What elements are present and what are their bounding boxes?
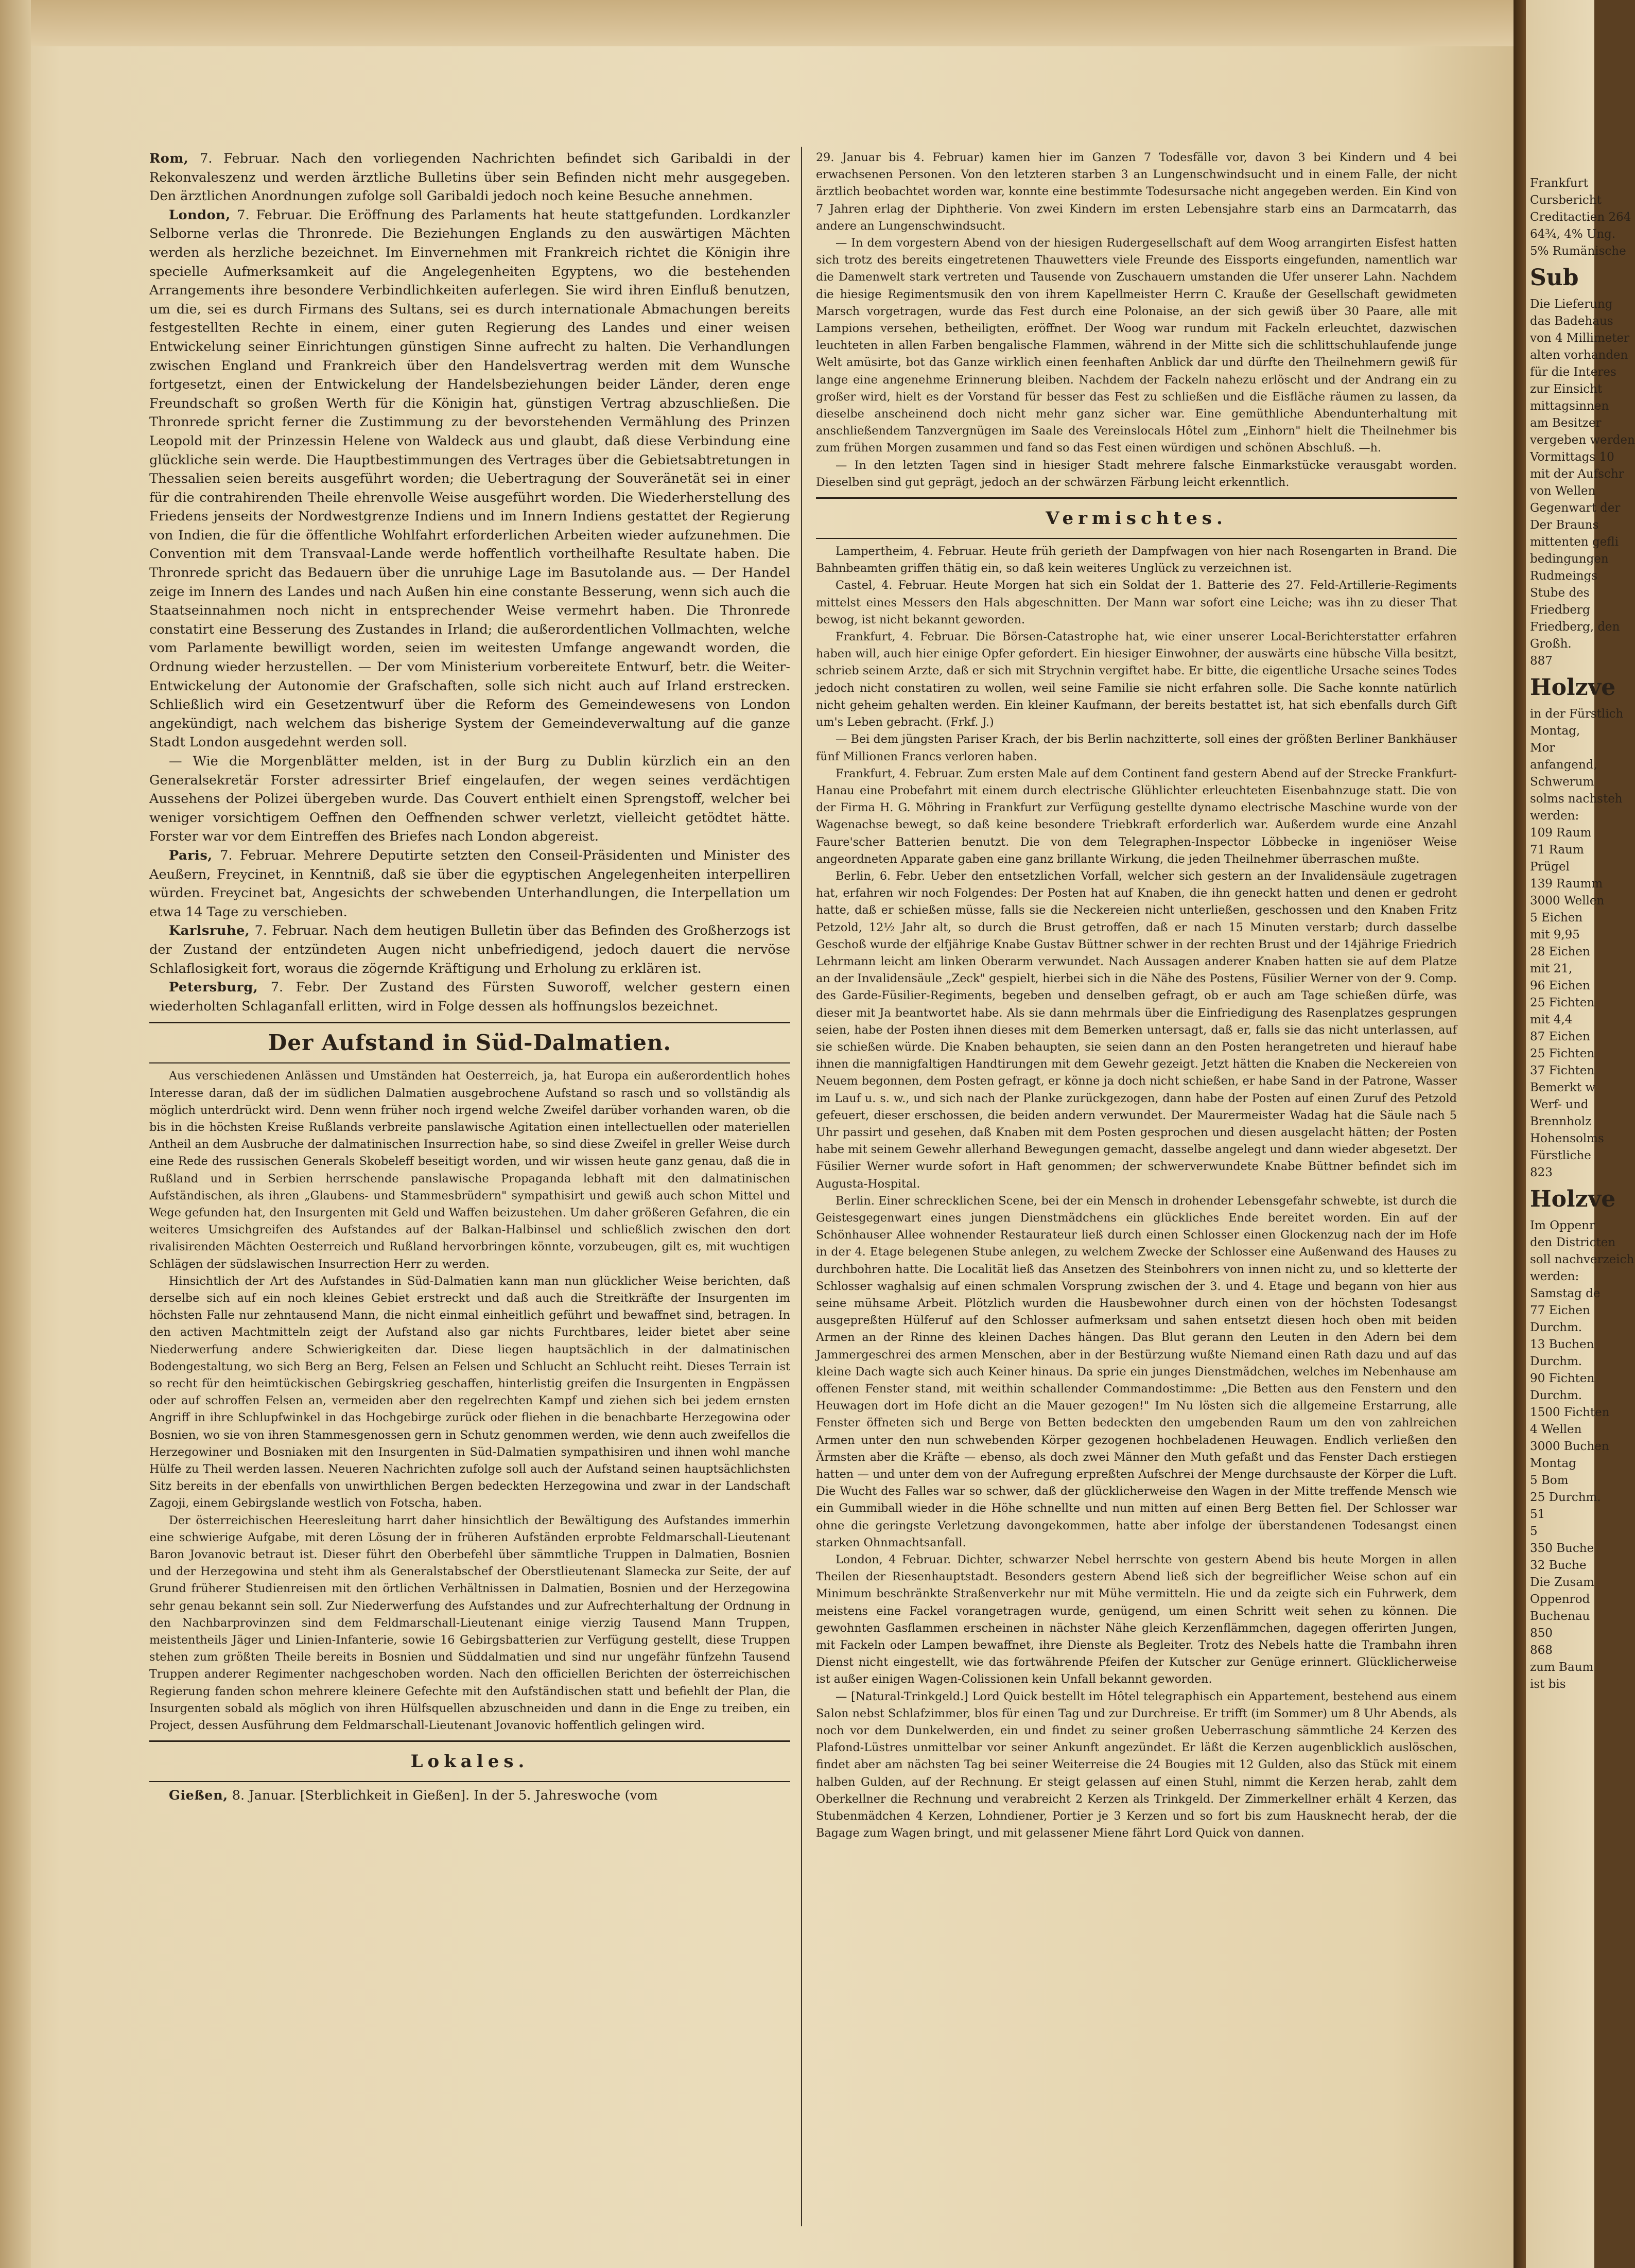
adjacent-page-line: Prügel	[1530, 860, 1570, 874]
adjacent-page-line: Creditactien 264	[1530, 211, 1631, 224]
adjacent-page-line: den Districten	[1530, 1236, 1616, 1249]
adjacent-page-line: soll nachverzeich	[1530, 1253, 1634, 1266]
adjacent-page-line: 350 Buche	[1530, 1542, 1594, 1555]
adjacent-page-line: zum Baum	[1530, 1661, 1594, 1674]
adjacent-page-line: mit der Aufschr	[1530, 467, 1624, 481]
right-column	[816, 149, 1457, 1842]
adjacent-page-line: am Besitzer	[1530, 416, 1602, 430]
adjacent-page-line: Mor	[1530, 741, 1555, 755]
adjacent-page-line: für die Interes	[1530, 365, 1616, 379]
section-rule	[149, 1740, 790, 1742]
adjacent-page-line: Friedberg	[1530, 603, 1590, 617]
adjacent-page-line: Vormittags 10	[1530, 450, 1614, 464]
adjacent-page-line: 25 Durchm.	[1530, 1491, 1601, 1504]
heading-lokales: Lokales.	[410, 1751, 529, 1772]
article-karlsruhe: Karlsruhe, 7. Februar. Nach dem heutigen Bulletin über das Befinden des Großherzogs ist der Zustand der entzündeten Augen nicht unbefriedigend, jedoch dauert die nervöse Schlaflosigkeit fort, woraus die zögernde Kräftigung und Erholung zu erklären ist.	[149, 923, 790, 976]
adjacent-page-line: Der Brauns	[1530, 518, 1599, 532]
adjacent-page-line: mittenten gefli	[1530, 535, 1619, 549]
adjacent-page-line: 28 Eichen	[1530, 945, 1590, 958]
adjacent-page-line: Bemerkt w	[1530, 1081, 1596, 1094]
adjacent-page-line: 5% Rumänische	[1530, 245, 1626, 258]
adjacent-page-line: Gegenwart der	[1530, 501, 1621, 515]
article-sterblichkeit-cont: 29. Januar bis 4. Februar) kamen hier im Ganzen 7 Todesfälle vor, davon 3 bei Kindern und 4 bei erwachsenen Personen. Von den letzteren starben 3 an Lungenschwindsucht und in einem Falle, der nicht ärztlich beobachtet worden war, konnte eine bestimmte Todesursache nicht angegeben werden. Ein Kind von 7 Jahren erlag der Diphtherie. Von zwei Kindern im ersten Lebensjahre starb eins an Darmcatarrh, das andere an Lungenschwindsucht.	[816, 151, 1457, 233]
adjacent-page-line: solms nachsteh	[1530, 792, 1623, 806]
section-rule	[816, 497, 1457, 499]
adjacent-page-line: 87 Eichen	[1530, 1030, 1590, 1043]
adjacent-page-line: Schwerum	[1530, 775, 1594, 789]
page-left-edge	[0, 0, 31, 2268]
article-frankfurt-boerse: Frankfurt, 4. Februar. Die Börsen-Catastrophe hat, wie einer unserer Local-Berichterstatter erfahren haben will, auch hier einige Opfer gefordert. Ein hiesiger Einwohner, der auswärts eine hübsche Villa besitzt, schrieb seinem Arzte, daß er sich mit Strychnin vergiftet habe. Er bitte, die eigentliche Ursache seines Todes jedoch nicht constatiren zu wollen, weil seine Familie sie nicht erfahren solle. Die Sache konnte natürlich nicht geheim gehalten werden. Ein kleiner Kaufmann, der bereits bestattet ist, hat sich ebenfalls durch Gift um's Leben gebracht. (Frkf. J.)	[816, 630, 1457, 729]
adjacent-page-line: 5 Eichen	[1530, 911, 1583, 924]
adjacent-page-line: Im Oppenr	[1530, 1219, 1595, 1232]
adjacent-page-line: mit 9,95	[1530, 928, 1580, 941]
adjacent-page-line: 71 Raum	[1530, 843, 1584, 857]
adjacent-page-line: Friedberg, den	[1530, 620, 1620, 634]
adjacent-page-line: Durchm.	[1530, 1321, 1582, 1334]
adjacent-page-line: 25 Fichten	[1530, 996, 1595, 1009]
adjacent-page-line: 868	[1530, 1644, 1553, 1657]
adjacent-page-line: 77 Eichen	[1530, 1304, 1590, 1317]
adjacent-page-line: Die Lieferung	[1530, 298, 1613, 311]
left-column	[149, 149, 790, 1805]
adjacent-page-line: von Wellen	[1530, 484, 1596, 498]
heading-aufstand: Der Aufstand in Süd-Dalmatien.	[268, 1030, 672, 1056]
adjacent-page-line: Frankfurt	[1530, 177, 1588, 190]
adjacent-page-line: 823	[1530, 1166, 1553, 1179]
adjacent-page-line: Oppenrod	[1530, 1593, 1590, 1606]
adjacent-page-line: zur Einsicht	[1530, 382, 1603, 396]
adjacent-page-line: Sub	[1530, 265, 1579, 291]
adjacent-page-line: mit 4,4	[1530, 1013, 1573, 1026]
adjacent-page-line: Durchm.	[1530, 1389, 1582, 1402]
adjacent-page-strip	[1526, 0, 1635, 2268]
adjacent-page-line: 850	[1530, 1627, 1553, 1640]
adjacent-page-line: Montag	[1530, 1457, 1576, 1470]
adjacent-page-line: 3000 Wellen	[1530, 894, 1605, 908]
article-trinkgeld: — [Natural-Trinkgeld.] Lord Quick bestellt im Hôtel telegraphisch ein Appartement, bestehend aus einem Salon nebst Schlafzimmer, blos für einen Tag und zur Durchreise. Er trifft (im Sommer) um 8 Uhr Abends, als noch vor dem Dunkelwerden, ein und findet zu seiner großen Ueberraschung sämmtliche 24 Kerzen des Plafond-Lüstres unmittelbar vor seiner Ankunft angezündet. Er läßt die Kerzen augenblicklich auslöschen, findet aber am nächsten Tag bei seiner Weiterreise die 24 Bougies mit 12 Gulden, also das Stück mit einem halben Gulden, auf der Rechnung. Er steigt gelassen auf einen Stuhl, nimmt die Kerzen herab, zahlt dem Oberkellner die Rechnung und verabreicht 2 Kerzen als Trinkgeld. Der Zimmerkellner erhält 4 Kerzen, das Stubenmädchen 4 Kerzen, Lohndiener, Portier je 3 Kerzen und so fort bis zum Hausknecht herab, der die Bagage zum Wagen bringt, und mit gelassener Miene fährt Lord Quick von dannen.	[816, 1689, 1457, 1840]
section-rule	[149, 1022, 790, 1023]
adjacent-page-line: Rudmeings	[1530, 569, 1597, 583]
article-pariser-krach: — Bei dem jüngsten Pariser Krach, der bis Berlin nachzitterte, soll eines der größten Berliner Bankhäuser fünf Millionen Francs verloren haben.	[816, 732, 1457, 763]
adjacent-page-line: 3000 Buchen	[1530, 1440, 1609, 1453]
adjacent-page-line: Cursbericht	[1530, 194, 1602, 207]
adjacent-page-line: Werf- und	[1530, 1098, 1589, 1111]
adjacent-page-line: Die Zusam	[1530, 1576, 1594, 1589]
adjacent-page-line: das Badehaus	[1530, 315, 1613, 328]
article-petersburg: Petersburg, 7. Febr. Der Zustand des Fürsten Suworoff, welcher gestern einen wiederholten Schlaganfall erlitten, wird in Folge dessen als hoffnungslos bezeichnet.	[149, 980, 790, 1014]
article-eisfest: — In dem vorgestern Abend von der hiesigen Rudergesellschaft auf dem Woog arrangirten Eisfest hatten sich trotz des bereits eingetretenen Thauwetters viele Freunde des Eissports eingefunden, namentlich war die Damenwelt stark vertreten und Tausende von Zuschauern umstanden die Ufer unserer Lahn. Nachdem die hiesige Regimentsmusik den von ihrem Kapellmeister Herrn C. Krauße der Gesellschaft gewidmeten Marsch vorgetragen, wurde das Fest durch eine Polonaise, an der sich gewiß über 30 Paare, alle mit Lampions versehen, betheiligten, eröffnet. Der Woog war rundum mit Fackeln erleuchtet, dazwischen leuchteten in allen Farben bengalische Flammen, während in der Mitte sich die schlittschuhlaufende junge Welt amüsirte, bot das Ganze wirklich einen feenhaften Anblick dar und dürfte den Theilnehmern gewiß für lange eine angenehme Erinnerung bleiben. Nachdem der Fackeln nahezu erlöscht und der Andrang ein zu großer wird, hielt es der Vorstand für besser das Fest zu schließen und die Eisfläche räumen zu lassen, da dieselbe anscheinend doch nicht mehr ganz sicher war. Eine gemüthliche Abendunterhaltung mit anschließendem Tanzvergnügen im Saale des Vereinslocals Hôtel zum „Einhorn" hielt die Theilnehmer bis zum frühen Morgen zusammen und fand so das Fest einen würdigen und schönen Abschluß. —h.	[816, 236, 1457, 455]
adjacent-page-line: bedingungen	[1530, 552, 1609, 566]
article-london-nebel: London, 4 Februar. Dichter, schwarzer Nebel herrschte von gestern Abend bis heute Morgen in allen Theilen der Riesenhauptstadt. Besonders gestern Abend ließ sich der begreiflicher Weise schon auf ein Minimum beschränkte Straßenverkehr nur mit Mühe vermitteln. Hie und da zeigte sich ein Fuhrwerk, dem meistens eine Fackel vorangetragen wurde, genügend, um einen Schritt weit sehen zu können. Die gewohnten Gasflammen erscheinen in nächster Nähe gleich Kerzenflämmchen, dagegen offerirten Jungen, mit Fackeln oder Lampen bewaffnet, ihre Dienste als Begleiter. Trotz des Nebels hatte die Trambahn ihren Dienst nicht eingestellt, wie das fortwährende Pfeifen der Kutscher zur Genüge erinnert. Glücklicherweise ist außer einigen Wagen-Colissionen kein Unfall bekannt geworden.	[816, 1553, 1457, 1686]
adjacent-page-line: Brennholz	[1530, 1115, 1592, 1128]
adjacent-page-line: 32 Buche	[1530, 1559, 1587, 1572]
article-rom: Rom, 7. Februar. Nach den vorliegenden Nachrichten befindet sich Garibaldi in der Rekonvaleszenz und werden ärztliche Bulletins über sein Befinden nicht mehr ausgegeben. Den ärztlichen Anordnungen zufolge soll Garibaldi jedoch noch keine Besuche annehmen.	[149, 151, 790, 204]
page-top-edge	[0, 0, 1514, 46]
adjacent-page-line: 90 Fichten	[1530, 1372, 1595, 1385]
adjacent-page-line: 887	[1530, 654, 1553, 668]
adjacent-page-line: ist bis	[1530, 1678, 1566, 1691]
article-castel: Castel, 4. Februar. Heute Morgen hat sich ein Soldat der 1. Batterie des 27. Feld-Artillerie-Regiments mittelst eines Messers den Hals abgeschnitten. Der Mann war sofort eine Leiche; was ihn zu dieser That bewog, ist nicht bekannt geworden.	[816, 579, 1457, 626]
adjacent-page-line: vergeben werden	[1530, 433, 1635, 447]
article-london-dublin: — Wie die Morgenblätter melden, ist in der Burg zu Dublin kürzlich ein an den Generalsekretär Forster adressirter Brief eingelaufen, der wegen seines verdächtigen Aussehens der Polizei übergeben wurde. Das Couvert enthielt einen Sprengstoff, welcher bei weniger vorsichtigem Oeffnen den Oeffnenden schwer verletzt, vielleicht getödtet hätte. Forster war vor dem Eintreffen des Briefes nach London abgereist.	[149, 754, 790, 845]
adjacent-page-line: Stube des	[1530, 586, 1590, 600]
adjacent-page-line: 1500 Fichten	[1530, 1406, 1610, 1419]
adjacent-page-line: von 4 Millimeter	[1530, 332, 1630, 345]
adjacent-page-line: 51	[1530, 1508, 1545, 1521]
article-lampertheim: Lampertheim, 4. Februar. Heute früh gerieth der Dampfwagen von hier nach Rosengarten in Brand. Die Bahnbeamten griffen thätig ein, so daß kein weiteres Unglück zu verzeichnen ist.	[816, 545, 1457, 575]
adjacent-page-line: werden:	[1530, 1270, 1579, 1283]
article-aufstand: Aus verschiedenen Anlässen und Umständen hat Oesterreich, ja, hat Europa ein außerordentlich hohes Interesse daran, daß der im südlichen Dalmatien ausgebrochene Aufstand so rasch und so vollständig als möglich unterdrückt wird. Denn wenn früher noch irgend welche Zweifel darüber vorhanden waren, ob die bis in die höchsten Kreise Rußlands verbreite panslawische Agitation einen intellectuellen oder materiellen Antheil an dem Ausbruche der dalmatinischen Insurrection habe, so sind diese Zweifel in greller Weise durch eine Rede des russischen Generals Skobeleff beseitigt worden, und wir wissen heute ganz genau, daß die in Rußland und in Serbien herrschende panslawische Propaganda lebhaft mit den dalmatinischen Aufständischen, als ihren „Glaubens- und Stammesbrüdern" sympathisirt und gewiß auch schon Mittel und Wege gefunden hat, den Insurgenten mit Geld und Waffen beizustehen. Um daher größeren Gefahren, die ein weiteres Umsichgreifen des Aufstandes auf der Balkan-Halbinsel und schließlich zwischen den dort rivalisirenden Mächten Oesterreich und Rußland hervorbringen könnte, vorzubeugen, gilt es, mit wuchtigen Schlägen der südslawischen Insurrection Herr zu werden. Hinsichtlich der Art des Aufstandes in Süd-Dalmatien kann man nun glücklicher Weise berichten, daß derselbe sich auf ein noch kleines Gebiet erstreckt und daß auch die Streitkräfte der Insurgenten im höchsten Falle nur zehntausend Mann, die nicht einmal einheitlich geführt und bewaffnet sind, betragen. In den activen Machtmitteln zeigt der Aufstand also gar nichts Furchtbares, leider bietet aber seine Niederwerfung andere Schwierigkeiten dar. Diese liegen hauptsächlich in der dalmatinischen Bodengestaltung, wo sich Berg an Berg, Felsen an Felsen und Schlucht an Schlucht reiht. Dieses Terrain ist so recht für den heimtückischen Gebirgskrieg geschaffen, hinterlistig greifen die Insurgenten in Engpässen oder auf schroffen Felsen an, vermeiden aber den regelrechten Kampf und ziehen sich bei jedem ernsten Angriff in ihre Schlupfwinkel in das Hochgebirge zurück oder fliehen in die benachbarte Herzegowina oder Bosnien, wo sie von ihren Stammesgenossen gern in Schutz genommen werden, wie denn auch zweifellos die Herzegowiner und Bosniaken mit den Insurgenten in Süd-Dalmatien sympathisiren und ihnen wohl manche Hülfe zu Theil werden lassen. Neueren Nachrichten zufolge soll auch der Aufstand seinen hauptsächlichsten Sitz bereits in der ebenfalls von unwirthlichen Bergen bedeckten Herzegowina und zwar in der Landschaft Zagoji, einem Gebirgslande westlich von Fotscha, haben. Der österreichischen Heeresleitung harrt daher hinsichtlich der Bewältigung des Aufstandes immerhin eine schwierige Aufgabe, mit deren Lösung der in früheren Aufständen erprobte Feldmarschall-Lieutenant Baron Jovanovic betraut ist. Dieser führt den Oberbefehl über sämmtliche Truppen in Dalmatien, Bosnien und der Herzegowina und steht ihm als Generalstabschef der Oberstlieutenant Slamecka zur Seite, der auf Grund früherer Studienreisen mit den örtlichen Verhältnissen in Dalmatien, Bosnien und der Herzegowina sehr genau bekannt sein soll. Zur Niederwerfung des Aufstandes und zur Aufrechterhaltung der Ordnung in den Nachbarprovinzen sind dem Feldmarschall-Lieutenant einige vierzig Tausend Mann Truppen, meistentheils Jäger und Linien-Infanterie, sowie 16 Gebirgsbatterien zur Verfügung gestellt, diese Truppen stehen zum größten Theile bereits in Bosnien und Süddalmatien und sind nur ungefähr fünfzehn Tausend Truppen anderer Regimenter nachgeschoben worden. Nach den officiellen Berichten der österreichischen Regierung fanden schon mehrere kleinere Gefechte mit den Aufständischen statt und befiehlt der Plan, die Insurgenten sobald als möglich von ihren Hülfsquellen abzuschneiden und dann in die Enge zu treiben, ein Project, dessen Ausführung dem Feldmarschall-Lieutenant Jovanovic hoffentlich gelingen wird.	[149, 1069, 790, 1733]
adjacent-page-line: 64¾, 4% Ung.	[1530, 228, 1616, 241]
article-frankfurt-gluehlicht: Frankfurt, 4. Februar. Zum ersten Male auf dem Continent fand gestern Abend auf der Strecke Frankfurt-Hanau eine Probefahrt mit einem durch electrische Glühlichter erleuchteten Eisenbahnzuge statt. Die von der Firma H. G. Möhring in Frankfurt zur Verfügung gestellte dynamo electrische Maschine wurde von der Wagenachse bewegt, so daß keine besondere Triebkraft erforderlich war. Außerdem wurde eine Anzahl Faure'scher Batterien benutzt. Die von dem Telegraphen-Inspector Löbbecke in ingeniöser Weise angeordneten Apparate gaben eine ganz brillante Wirkung, die jeden Theilnehmer überraschen mußte.	[816, 766, 1457, 866]
article-london: London, 7. Februar. Die Eröffnung des Parlaments hat heute stattgefunden. Lordkanzler Selborne verlas die Thronrede. Die Beziehungen Englands zu den auswärtigen Mächten werden als herzliche bezeichnet. Im Einvernehmen mit Frankreich richtet die Königin ihre specielle Aufmerksamkeit auf die Angelegenheiten Egyptens, wo die bestehenden Arrangements ihre besondere Verbindlichkeiten auferlegen. Sie wird ihren Einfluß benutzen, um die, sei es durch Firmans des Sultans, sei es durch internationale Abmachungen bereits festgestellten Rechte in einem, einer guten Regierung des Landes und einer weisen Entwickelung seiner Einrichtungen günstigen Sinne aufrecht zu halten. Die Verhandlungen zwischen England und Frankreich über den Handelsvertrag werden mit dem Wunsche fortgesetzt, einen der Entwickelung der Handelsbeziehungen beider Länder, deren enge Freundschaft so großen Werth für die Königin hat, günstigen Vertrag abzuschließen. Die Thronrede spricht ferner die Zustimmung zu der bevorstehenden Vermählung des Prinzen Leopold mit der Prinzessin Helene von Waldeck aus und glaubt, daß diese Verbindung eine glückliche sein werde. Die Hauptbestimmungen des Vertrages über die Gebietsabtretungen in Thessalien seien bereits ausgeführt worden; die Uebertragung der Souveränetät sei in einer für die contrahirenden Theile ehrenvolle Weise ausgeführt worden. Die Wiederherstellung des Friedens jenseits der Nordwestgrenze Indiens und im Innern Indiens gestattet der Regierung von Indien, die für die öffentliche Wohlfahrt erforderlichen Arbeiten wieder aufzunehmen. Die Convention mit dem Transvaal-Lande werde hoffentlich vortheilhafte Resultate haben. Die Thronrede spricht das Bedauern über die unruhige Lage im Basutolande aus. — Der Handel zeige im Innern des Landes und nach Außen hin eine constante Besserung, wenn sich auch die Staatseinnahmen noch nicht in entsprechender Weise vermehrt haben. Die Thronrede constatirt eine Besserung des Zustandes in Irland; die außerordentlichen Vollmachten, welche vom Parlamente bewilligt worden, seien im weitesten Umfange angewandt worden, die Ordnung wieder herzustellen. — Der vom Ministerium vorbereitete Entwurf, betr. die Weiter-Entwickelung der Autonomie der Grafschaften, solle sich nicht auch auf Irland erstrecken. Schließlich wird ein Gesetzentwurf über die Reform des Gemeindewesens von London angekündigt, nach welchem das bisherige System der Gemeindeverwaltung auf die ganze Stadt London ausgedehnt werden soll.	[149, 207, 790, 751]
heading-underline	[149, 1062, 790, 1063]
column-divider	[801, 147, 802, 2226]
heading-underline	[816, 538, 1457, 539]
adjacent-page-line: Samstag de	[1530, 1287, 1601, 1300]
article-falschstuecke: — In den letzten Tagen sind in hiesiger Stadt mehrere falsche Einmarkstücke verausgabt worden. Dieselben sind gut geprägt, jedoch an der schwärzen Färbung leicht erkenntlich.	[816, 458, 1457, 489]
adjacent-page-line: Holzve	[1530, 1186, 1616, 1212]
article-berlin-schlosser: Berlin. Einer schrecklichen Scene, bei der ein Mensch in drohender Lebensgefahr schwebte, ist durch die Geistesgegenwart eines jungen Dienstmädchens ein glückliches Ende bereitet worden. Ein auf der Schönhauser Allee wohnender Restaurateur ließ durch einen Schlosser einen Glockenzug nach der im Hofe in der 4. Etage belegenen Stube anlegen, zu welchem Zwecke der Schlosser eine Außenwand des Hauses zu durchbohren hatte. Die Localität ließ das Ansetzen des Steinbohrers von innen nicht zu, und so kletterte der Schlosser waghalsig auf einen schmalen Vorsprung zwischen der 3. und 4. Etage und begann von hier aus seine mühsame Arbeit. Plötzlich wurden die Hausbewohner durch einen von der höchsten Todesangst ausgepreßten Hülferuf auf den Schlosser aufmerksam und sahen entsetzt diesen hoch oben mit beiden Armen an der Rinne des kleinen Daches hängen. Das Blut gerann den Leuten in den Adern bei dem Jammergeschrei des armen Menschen, aber in der Bestürzung wußte Niemand einen Rath dazu und auf das kleine Dach wagte sich auch Keiner hinaus. Da sprie ein junges Dienstmädchen, welches im Nebenhause am offenen Fenster stand, mit weithin schallender Commandostimme: „Die Betten aus den Fenstern und den Heuwagen dort im Hofe dicht an die Mauer gezogen!" Im Nu lösten sich die allgemeine Erstarrung, alle Fenster öffneten sich und Berge von Betten bedeckten den umgebenden Raum um den von zahlreichen Armen unter den nun schwebenden Körper gezogenen hochbeladenen Heuwagen. Endlich verließen den Ärmsten aber die Kräfte — ebenso, als doch zwei Männer den Muth gefaßt und das Fenster Dach erstiegen hatten — und unter dem von der Aufregung erpreßten Aufschrei der Menge durchsauste der Körper die Luft. Die Wucht des Falles war so schwer, daß der glücklicherweise den Wagen in der Mitte treffende Mensch wie ein Gummiball wieder in die Höhe schnellte und nun mitten auf einen Berg Betten fiel. Der Schlosser war ohne die geringste Verletzung davongekommen, hatte aber infolge der überstandenen Todesangst einen starken Ohnmachtsanfall.	[816, 1194, 1457, 1549]
adjacent-page-line: 96 Eichen	[1530, 979, 1590, 992]
adjacent-page-line: anfangend,	[1530, 758, 1597, 772]
adjacent-page-text	[1526, 0, 1635, 1693]
adjacent-page-line: Fürstliche	[1530, 1149, 1591, 1162]
adjacent-page-line: in der Fürstlich	[1530, 707, 1624, 721]
article-giessen: Gießen, 8. Januar. [Sterblichkeit in Gießen]. In der 5. Jahreswoche (vom	[169, 1788, 658, 1804]
book-gutter	[1514, 0, 1526, 2268]
adjacent-page-line: 5	[1530, 1525, 1538, 1538]
adjacent-page-line: mittagsinnen	[1530, 399, 1609, 413]
adjacent-page-line: 4 Wellen	[1530, 1423, 1582, 1436]
adjacent-page-line: werden:	[1530, 809, 1579, 823]
adjacent-page-line: alten vorhanden	[1530, 348, 1628, 362]
adjacent-page-line: Durchm.	[1530, 1355, 1582, 1368]
heading-vermischtes: Vermischtes.	[1046, 508, 1227, 529]
article-berlin-invalidensaeule: Berlin, 6. Febr. Ueber den entsetzlichen Vorfall, welcher sich gestern an der Invalidensäule zugetragen hat, erfahren wir noch Folgendes: Der Posten hat auf Knaben, die ihn geneckt hatten und denen er gedroht hatte, daß er schießen müsse, falls sie die Neckereien nicht unterließen, geschossen und den Knaben Fritz Petzold, 12½ Jahr alt, so durch die Brust getroffen, daß er nach 15 Minuten verstarb; durch dasselbe Geschoß wurde der elfjährige Knabe Gustav Büttner schwer in der rechten Brust und der 14jährige Friedrich Lehrmann leicht am linken Oberarm verwundet. Nach Aussagen anderer Knaben hatten sie auf dem Platze an der Invalidensäule „Zeck" gespielt, hierbei sich in die Nähe des Postens, Füsilier Werner von der 9. Comp. des Garde-Füsilier-Regiments, begeben und denselben gefragt, ob er auch am Tage schießen dürfe, was dieser mit Ja beantwortet habe. Als sie dann mehrmals über die Einfriedigung des Rasenplatzes gesprungen seien, habe der Posten ihnen dieses mit dem Bemerken untersagt, daß er, falls sie das nicht unterlassen, auf sie schießen würde. Die Knaben behaupten, sie seien dann an den Posten herangetreten und hierauf habe ihnen die mannigfaltigen Handtirungen mit dem Gewehr gezeigt. Jetzt hätten die Knaben die Neckereien von Neuem begonnen, dem Posten gefragt, er könne ja doch nicht schießen, er habe Sand in der Patrone, Wasser im Lauf u. s. w., und sich nach der Planke zurückgezogen, dann habe der Posten auf einen Zuruf des Petzold gefeuert, dieser erschossen, die beiden andern verwundet. Der Maurermeister Wadag hat die Säule nach 5 Uhr passirt und gesehen, daß Knaben mit dem Posten gesprochen und diesen ausgelacht hätten; der Posten habe mit seinem Gewehr allerhand Bewegungen gemacht, dasselbe angelegt und dann wieder abgesetzt. Der Füsilier Werner wurde sofort in Haft genommen; der schwerverwundete Knabe Büttner befindet sich im Augusta-Hospital.	[816, 869, 1457, 1191]
adjacent-page-line: 37 Fichten	[1530, 1064, 1595, 1077]
heading-underline	[149, 1781, 790, 1782]
adjacent-page-line: Buchenau	[1530, 1610, 1590, 1623]
adjacent-page-line: 13 Buchen	[1530, 1338, 1594, 1351]
adjacent-page-line: Montag,	[1530, 724, 1580, 738]
article-paris: Paris, 7. Februar. Mehrere Deputirte setzten den Conseil-Präsidenten und Minister des Aeußern, Freycinet, in Kenntniß, daß sie über die egyptischen Angelegenheiten interpelliren würden. Freycinet bat, Angesichts der schwebenden Unterhandlungen, die Interpellation um etwa 14 Tage zu verschieben.	[149, 847, 790, 920]
adjacent-page-line: 139 Raumm	[1530, 877, 1603, 891]
adjacent-page-line: 5 Bom	[1530, 1474, 1569, 1487]
adjacent-page-line: mit 21,	[1530, 962, 1573, 975]
adjacent-page-line: Hohensolms	[1530, 1132, 1604, 1145]
adjacent-page-line: Großh.	[1530, 637, 1572, 651]
adjacent-page-line: 109 Raum	[1530, 826, 1592, 840]
adjacent-page-line: 25 Fichten	[1530, 1047, 1595, 1060]
adjacent-page-line: Holzve	[1530, 674, 1616, 701]
